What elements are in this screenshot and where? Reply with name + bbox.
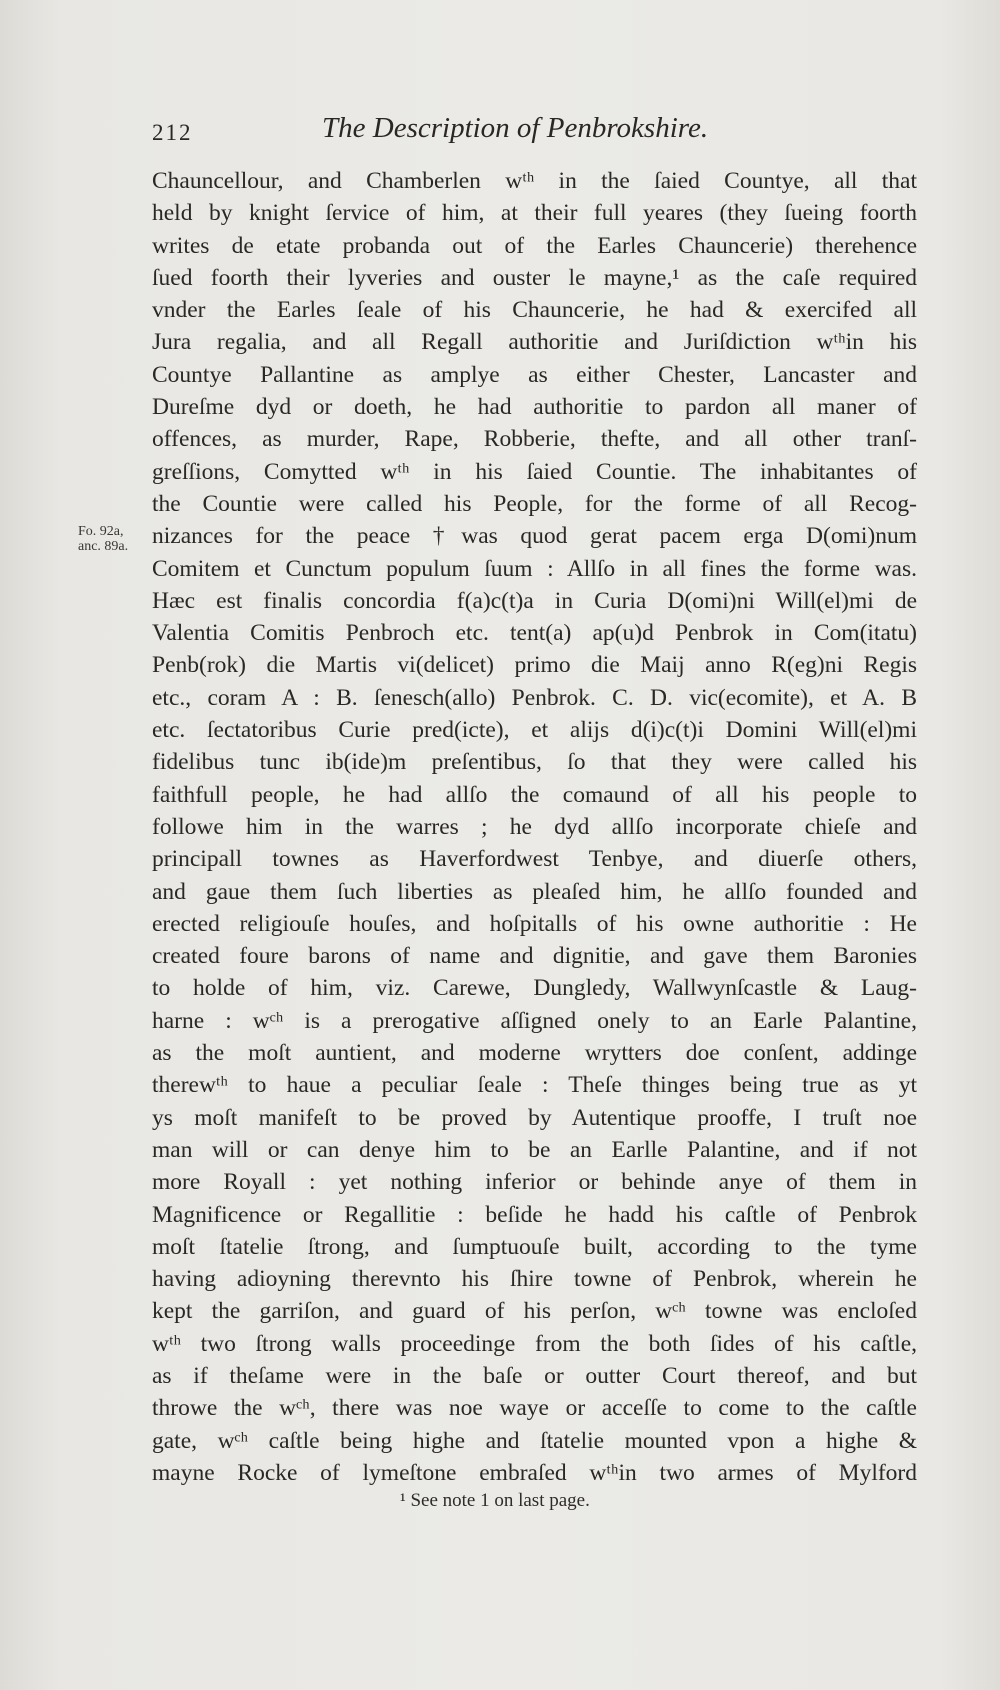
text-line: man will or can denye him to be an Earlle Palantine, and if not bbox=[152, 1136, 917, 1163]
text-line: faithfull people, he had allſo the comaund of all his people to bbox=[152, 781, 917, 808]
margin-note-line: Fo. 92a, bbox=[78, 524, 124, 539]
text-line: to holde of him, viz. Carewe, Dungledy, Wallwynſcastle & Laug- bbox=[152, 975, 917, 1002]
text-line: Countye Pallantine as amplye as either Chester, Lancaster and bbox=[152, 361, 917, 388]
text-line: Magnificence or Regallitie : beſide he hadd his caſtle of Penbrok bbox=[152, 1201, 917, 1228]
text-line: etc., coram A : B. ſenesch(allo) Penbrok. C. D. vic(ecomite), et A. B bbox=[152, 684, 917, 711]
text-line: more Royall : yet nothing inferior or behinde anye of them in bbox=[152, 1169, 917, 1196]
running-title: The Description of Penbrokshire. bbox=[322, 112, 709, 144]
text-line: Hæc est finalis concordia f(a)c(t)a in Curia D(omi)ni Will(el)mi de bbox=[152, 587, 917, 614]
text-line: vnder the Earles ſeale of his Chauncerie, he had & exercifed all bbox=[152, 297, 917, 324]
text-line: writes de etate probanda out of the Earles Chauncerie) therehence bbox=[152, 232, 917, 259]
text-line: Penb(rok) die Martis vi(delicet) primo die Maij anno R(eg)ni Regis bbox=[152, 652, 917, 679]
text-line: greſſions, Comytted wᵗʰ in his ſaied Countie. The inhabitantes of bbox=[152, 458, 917, 485]
text-line: as if theſame were in the baſe or outter Court thereof, and but bbox=[152, 1362, 917, 1389]
text-line: Jura regalia, and all Regall authoritie and Juriſdiction wᵗʰin his bbox=[152, 329, 917, 356]
text-line: the Countie were called his People, for the forme of all Recog- bbox=[152, 490, 917, 517]
text-line: wᵗʰ two ſtrong walls proceedinge from the both ſides of his caſtle, bbox=[152, 1330, 917, 1357]
text-line: therewᵗʰ to haue a peculiar ſeale : Theſe thinges being true as yt bbox=[152, 1072, 917, 1099]
text-line: offences, as murder, Rape, Robberie, thefte, and all other tranſ- bbox=[152, 426, 917, 453]
text-line: held by knight ſervice of him, at their full yeares (they ſueing foorth bbox=[152, 200, 917, 227]
text-line: created foure barons of name and dignitie, and gave them Baronies bbox=[152, 943, 917, 970]
text-line: principall townes as Haverfordwest Tenbye, and diuerſe others, bbox=[152, 846, 917, 873]
text-line: Chauncellour, and Chamberlen wᵗʰ in the ſaied Countye, all that bbox=[152, 168, 917, 194]
text-line: kept the garriſon, and guard of his perſon, wᶜʰ towne was encloſed bbox=[152, 1298, 917, 1325]
text-line: and gaue them ſuch liberties as pleaſed him, he allſo founded and bbox=[152, 878, 917, 905]
page-number: 212 bbox=[152, 120, 193, 145]
text-line: Comitem et Cunctum populum ſuum : Allſo in all fines the forme was. bbox=[152, 555, 917, 582]
text-line: followe him in the warres ; he dyd allſo incorporate chieſe and bbox=[152, 813, 917, 840]
text-line: throwe the wᶜʰ, there was noe waye or acceſſe to come to the caſtle bbox=[152, 1395, 917, 1422]
text-line: erected religiouſe houſes, and hoſpitalls of his owne authoritie : He bbox=[152, 910, 917, 937]
footnote: ¹ See note 1 on last page. bbox=[400, 1490, 590, 1511]
body-text bbox=[152, 165, 917, 1489]
text-line: having adioyning therevnto his ſhire towne of Penbrok, wherein he bbox=[152, 1266, 917, 1293]
text-line: mayne Rocke of lymeſtone embraſed wᵗʰin two armes of Mylford bbox=[152, 1459, 917, 1486]
text-line: Valentia Comitis Penbroch etc. tent(a) ap(u)d Penbrok in Com(itatu) bbox=[152, 620, 917, 647]
text-line: ſued foorth their lyveries and ouster le mayne,¹ as the caſe required bbox=[152, 264, 917, 291]
text-line: moſt ſtatelie ſtrong, and ſumptuouſe built, according to the tyme bbox=[152, 1233, 917, 1260]
text-line: harne : wᶜʰ is a prerogative aſſigned onely to an Earle Palantine, bbox=[152, 1007, 917, 1034]
page-header bbox=[152, 112, 912, 152]
text-line: nizances for the peace †was quod gerat pacem erga D(omi)num bbox=[152, 523, 917, 550]
text-line: fidelibus tunc ib(ide)m preſentibus, ſo that they were called his bbox=[152, 749, 917, 776]
text-line: as the moſt auntient, and moderne wrytters doe conſent, addinge bbox=[152, 1040, 917, 1067]
text-line: etc. ſectatoribus Curie pred(icte), et alijs d(i)c(t)i Domini Will(el)mi bbox=[152, 717, 917, 744]
margin-folio-note bbox=[78, 524, 128, 554]
text-line: ys moſt manifeſt to be proved by Autentique prooffe, I truſt noe bbox=[152, 1104, 917, 1131]
text-line: Dureſme dyd or doeth, he had authoritie to pardon all maner of bbox=[152, 394, 917, 421]
text-line: gate, wᶜʰ caſtle being highe and ſtatelie mounted vpon a highe & bbox=[152, 1427, 917, 1454]
margin-note-line: anc. 89a. bbox=[78, 539, 129, 554]
